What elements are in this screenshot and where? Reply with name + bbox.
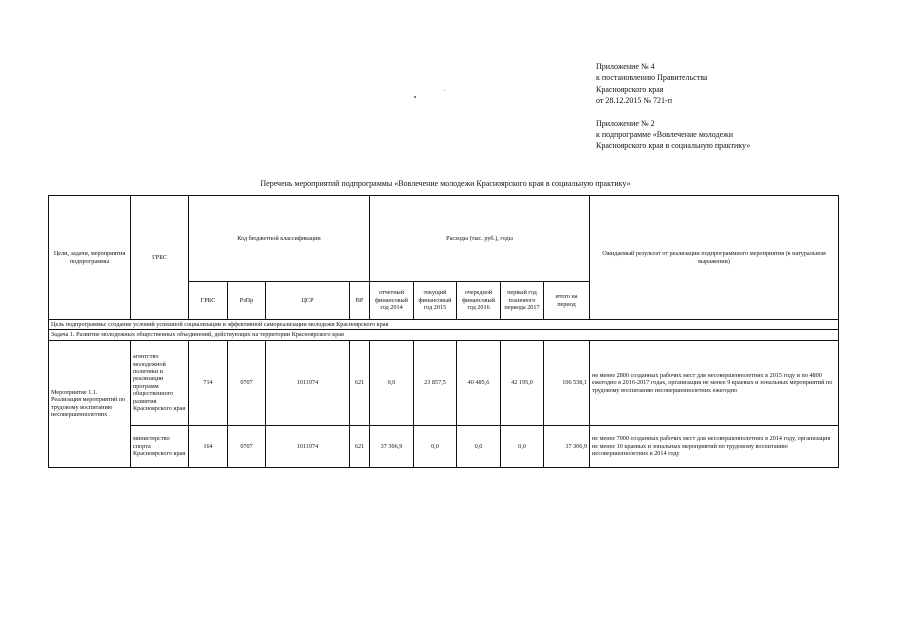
vr-code: 621 [350,425,370,467]
subheader-rzpr: РзПр [228,282,266,320]
value-2016: 40 485,6 [457,340,501,425]
scan-speck-small [444,90,445,91]
value-2014: 0,0 [370,340,414,425]
subheader-2016: очередной финансовый год 2016 [457,282,501,320]
value-2017: 42 195,0 [501,340,544,425]
value-2016: 0,0 [457,425,501,467]
measure-cell: Мероприятие 1.1. Реализация мероприятий по трудовому воспитанию несовершеннолетних [49,340,131,467]
vr-code: 621 [350,340,370,425]
grbs-name: агентство молодежной политики и реализации программ общественного развития Красноярского края [131,340,189,425]
value-total: 106 538,1 [544,340,590,425]
grbs-code: 164 [189,425,228,467]
scan-speck [414,96,416,98]
value-2017: 0,0 [501,425,544,467]
header-budget-code: Код бюджетной классификации [189,196,370,282]
expected-result: не менее 7000 созданных рабочих мест для несовершеннолетних в 2014 году, организация не менее 10 краевых и зональных мероприятий по трудовому воспитанию несовершеннолетних в 2014 году [590,425,839,467]
value-2014: 37 306,9 [370,425,414,467]
table-row [49,425,839,467]
header-expenses: Расходы (тыс. руб.), годы [370,196,590,282]
appendix-line: к подпрограмме «Вовлечение молодежи [596,130,733,140]
goal-row: Цель подпрограммы: создание условий успешной социализации и эффективной самореализации молодежи Красноярского края [49,320,839,330]
csr-code: 1011974 [266,340,350,425]
appendix-line: Приложение № 2 [596,118,655,128]
appendix-line: Красноярского края [596,84,664,94]
grbs-name: министерство спорта Красноярского края [131,425,189,467]
task-row: Задача 1. Развитие молодежных общественных объединений, действующих на территории Красноярского края [49,330,839,340]
subheader-2017: первый год планового периода 2017 [501,282,544,320]
rzpr-code: 0707 [228,425,266,467]
expected-result: не менее 2800 созданных рабочих мест для несовершеннолетних в 2015 году и по 4800 ежегодно в 2016-2017 годах, организация не менее 9 краевых и зональных мероприятий по трудовому воспитанию несовершеннолетних ежегодно [590,340,839,425]
value-total: 37 306,9 [544,425,590,467]
appendix-line: к постановлению Правительства [596,73,708,83]
measures-table [48,195,839,468]
appendix-block [596,61,750,152]
grbs-code: 714 [189,340,228,425]
header-goals: Цели, задачи, мероприятия подпрограммы [49,196,131,320]
subheader-grbs: ГРБС [189,282,228,320]
subheader-total: итого на период [544,282,590,320]
appendix-line: Приложение № 4 [596,62,655,71]
subheader-vr: ВР [350,282,370,320]
subheader-2014: отчетный финансовый год 2014 [370,282,414,320]
rzpr-code: 0707 [228,340,266,425]
subheader-csr: ЦСР [266,282,350,320]
value-2015: 0,0 [414,425,457,467]
csr-code: 1011974 [266,425,350,467]
document-title: Перечень мероприятий подпрограммы «Вовлечение молодежи Красноярского края в социальную практику» [260,179,631,188]
header-result: Ожидаемый результат от реализации подпрограммного мероприятия (в натуральном выражении) [590,196,839,320]
appendix-line: от 28.12.2015 № 721-п [596,96,672,106]
appendix-line: Красноярского края в социальную практику» [596,141,751,151]
table-row [49,340,839,425]
subheader-2015: текущий финансовый год 2015 [414,282,457,320]
value-2015: 23 857,5 [414,340,457,425]
header-grbs: ГРБС [131,196,189,320]
